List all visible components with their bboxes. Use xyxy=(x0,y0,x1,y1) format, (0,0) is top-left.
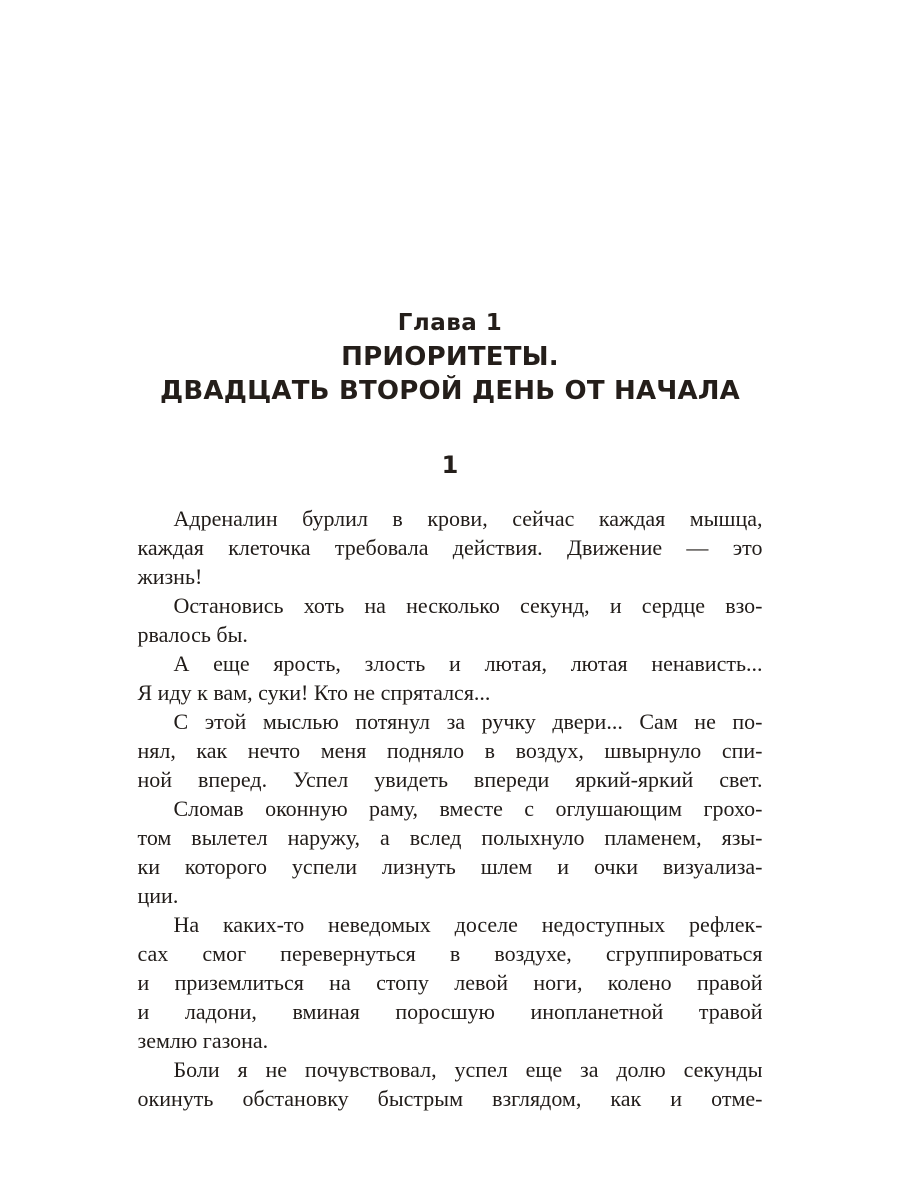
paragraph xyxy=(138,910,763,1055)
text-line: Адреналин бурлил в крови, сейчас каждая мышца, xyxy=(173,506,763,531)
text-line: Сломав оконную раму, вместе с оглушающим грохо- xyxy=(173,796,763,821)
chapter-label: Глава 1 xyxy=(397,310,503,336)
text-line: рвалось бы. xyxy=(137,622,248,647)
section-number: 1 xyxy=(441,451,459,479)
paragraph xyxy=(138,504,763,591)
text-line: С этой мыслью потянул за ручку двери... Сам не по- xyxy=(173,709,763,734)
body-text xyxy=(138,504,763,1113)
text-line: Остановись хоть на несколько секунд, и сердце взо- xyxy=(173,593,763,618)
text-line: Я иду к вам, суки! Кто не спрятался... xyxy=(137,680,491,705)
text-line: и ладони, вминая поросшую инопланетной травой xyxy=(137,999,763,1024)
text-line: жизнь! xyxy=(137,564,203,589)
text-line: и приземлиться на стопу левой ноги, колено правой xyxy=(137,970,763,995)
paragraph xyxy=(138,707,763,794)
text-line: окинуть обстановку быстрым взглядом, как и отме- xyxy=(137,1086,763,1111)
text-line: ции. xyxy=(137,883,179,908)
text-line: том вылетел наружу, а вслед полыхнуло пламенем, язы- xyxy=(137,825,763,850)
paragraph xyxy=(138,591,763,649)
text-line: Боли я не почувствовал, успел еще за долю секунды xyxy=(173,1057,763,1082)
paragraph xyxy=(138,794,763,910)
chapter-heading xyxy=(138,306,763,408)
text-line: нял, как нечто меня подняло в воздух, швырнуло спи- xyxy=(137,738,763,763)
chapter-title-line-2: ДВАДЦАТЬ ВТОРОЙ ДЕНЬ ОТ НАЧАЛА xyxy=(160,376,740,406)
paragraph xyxy=(138,1055,763,1113)
text-line: А еще ярость, злость и лютая, лютая ненависть... xyxy=(173,651,763,676)
page-content xyxy=(138,0,763,1113)
chapter-title-line-1: ПРИОРИТЕТЫ. xyxy=(341,342,559,372)
text-line: ки которого успели лизнуть шлем и очки визуализа- xyxy=(137,854,763,879)
text-line: сах смог перевернуться в воздухе, сгруппироваться xyxy=(137,941,763,966)
text-line: землю газона. xyxy=(137,1028,269,1053)
text-line: На каких-то неведомых доселе недоступных рефлек- xyxy=(173,912,763,937)
paragraph xyxy=(138,649,763,707)
text-line: ной вперед. Успел увидеть впереди яркий-яркий свет. xyxy=(137,767,763,792)
text-line: каждая клеточка требовала действия. Движение — это xyxy=(137,535,763,560)
